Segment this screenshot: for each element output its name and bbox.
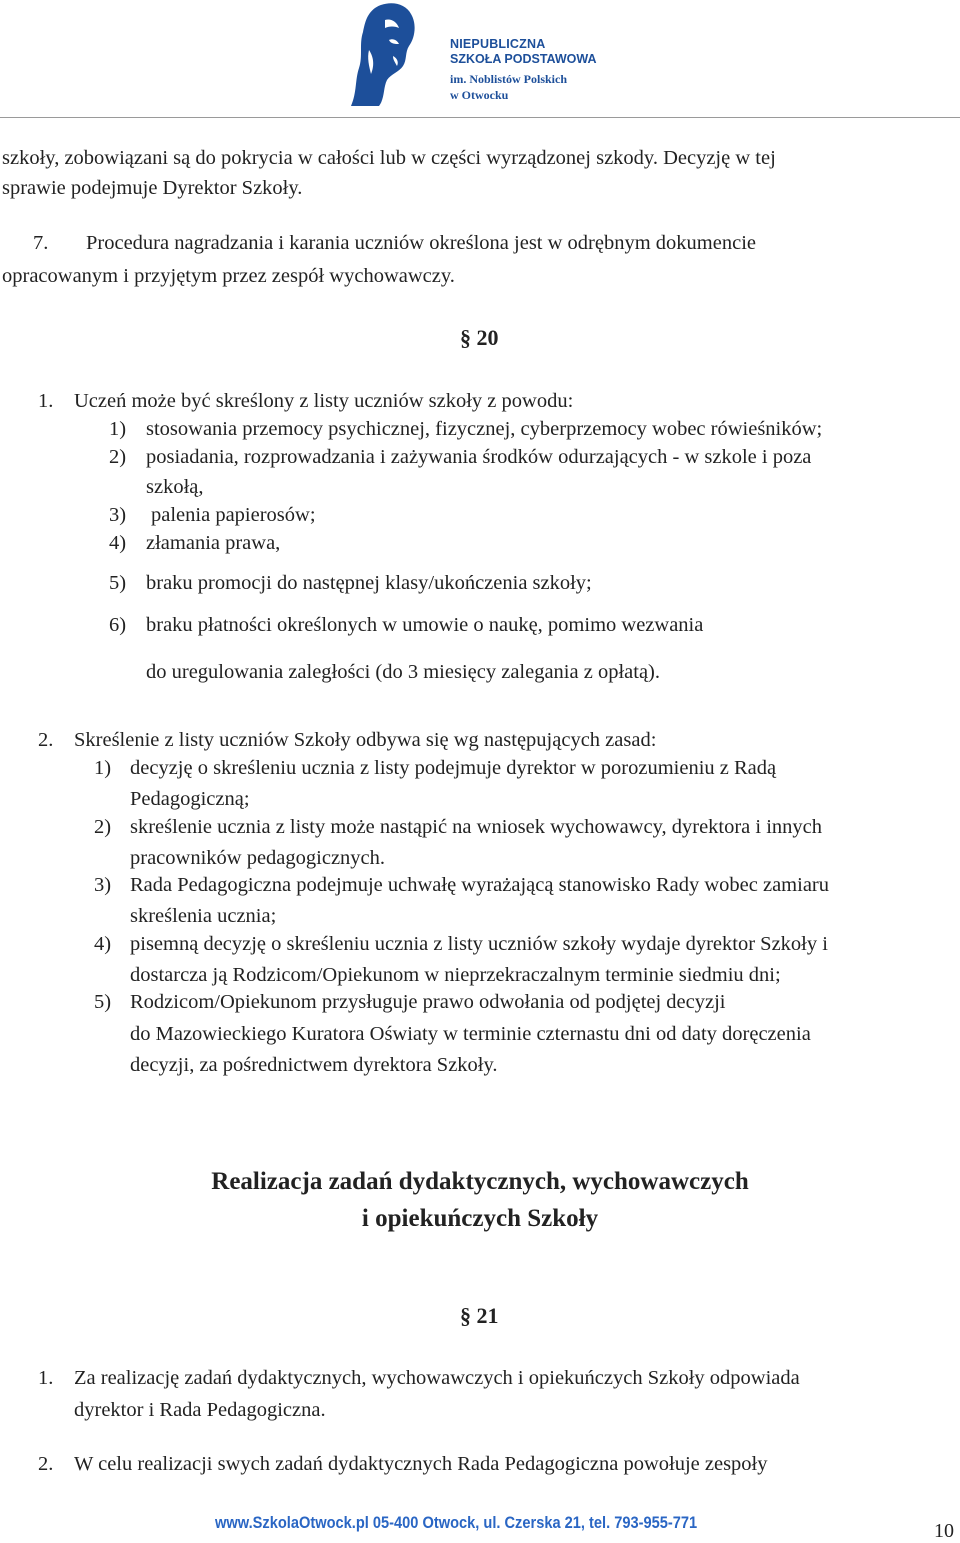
s20-p2-item-5-text-cont-2: decyzji, za pośrednictwem dyrektora Szkoły. — [130, 1054, 498, 1076]
s20-p2-item-3-number: 3) — [94, 874, 112, 896]
logo-line-4: w Otwocku — [450, 88, 509, 102]
section-number: 21 — [476, 1303, 499, 1328]
s21-p1-text: Za realizację zadań dydaktycznych, wychowawczych i opiekuńczych Szkoły odpowiada — [74, 1367, 800, 1389]
section-heading-line-2: i opiekuńczych Szkoły — [361, 1205, 599, 1232]
page-number: 10 — [934, 1520, 954, 1542]
s20-p2-item-1-number: 1) — [94, 757, 112, 779]
logo-line-1: NIEPUBLICZNA — [450, 37, 546, 51]
s20-p2-item-1-text: decyzję o skreśleniu ucznia z listy podejmuje dyrektor w porozumieniu z Radą — [130, 757, 777, 779]
s20-p2-item-4-text-cont: dostarcza ją Rodzicom/Opiekunom w nieprzekraczalnym terminie siedmiu dni; — [130, 964, 781, 986]
header-divider — [0, 117, 960, 118]
s20-p2-item-5-number: 5) — [94, 991, 112, 1013]
s20-p1-item-6-number: 6) — [109, 614, 127, 636]
s20-p2-item-3-text: Rada Pedagogiczna podejmuje uchwałę wyrażającą stanowisko Rady wobec zamiaru — [130, 874, 830, 896]
s20-p1-number: 1. — [38, 390, 54, 412]
s20-p2-item-5-text: Rodzicom/Opiekunom przysługuje prawo odwołania od podjętej decyzji — [130, 991, 726, 1013]
item-7-text: Procedura nagradzania i karania uczniów określona jest w odrębnym dokumencie — [86, 232, 756, 254]
footer-contact: www.SzkolaOtwock.pl 05-400 Otwock, ul. Czerska 21, tel. 793-955-771 — [215, 1513, 698, 1532]
s20-p1-item-3-text: palenia papierosów; — [151, 504, 316, 526]
s20-p1-item-3-number: 3) — [109, 504, 127, 526]
s21-p1-text-cont: dyrektor i Rada Pedagogiczna. — [74, 1399, 326, 1421]
section-21-heading — [460, 1303, 499, 1329]
section-20-heading — [460, 325, 499, 351]
continuation-line-1: szkoły, zobowiązani są do pokrycia w całości lub w części wyrządzonej szkody. Decyzję w tej — [2, 147, 776, 169]
section-heading-line-1: Realizacja zadań dydaktycznych, wychowawczych — [211, 1168, 749, 1195]
s20-p1-item-5-text: braku promocji do następnej klasy/ukończenia szkoły; — [146, 572, 592, 594]
s21-p1-number: 1. — [38, 1367, 54, 1389]
portrait-logo-icon — [345, 0, 455, 108]
s20-p1-item-2-text: posiadania, rozprowadzania i zażywania środków odurzających - w szkole i poza — [146, 446, 812, 468]
s20-p2-text: Skreślenie z listy uczniów Szkoły odbywa się wg następujących zasad: — [74, 729, 657, 751]
s20-p2-item-4-text: pisemną decyzję o skreśleniu ucznia z listy uczniów szkoły wydaje dyrektor Szkoły i — [130, 933, 828, 955]
paragraph-sign: § — [460, 325, 471, 350]
s20-p1-item-2-number: 2) — [109, 446, 127, 468]
s20-p1-text: Uczeń może być skreślony z listy uczniów szkoły z powodu: — [74, 390, 574, 412]
s20-p2-item-5-text-cont: do Mazowieckiego Kuratora Oświaty w terminie czternastu dni od daty doręczenia — [130, 1023, 811, 1045]
s20-p2-item-2-text-cont: pracowników pedagogicznych. — [130, 847, 386, 869]
s20-p2-item-2-text: skreślenie ucznia z listy może nastąpić na wniosek wychowawcy, dyrektora i innych — [130, 816, 823, 838]
s20-p1-item-6-text: braku płatności określonych w umowie o naukę, pomimo wezwania — [146, 614, 704, 636]
s20-p1-item-4-text: złamania prawa, — [146, 532, 281, 554]
s21-p2-text: W celu realizacji swych zadań dydaktycznych Rada Pedagogiczna powołuje zespoły — [74, 1453, 768, 1475]
section-number: 20 — [476, 325, 499, 350]
s20-p2-number: 2. — [38, 729, 54, 751]
s20-p1-item-2-text-cont: szkołą, — [146, 476, 204, 498]
s20-p1-item-1-number: 1) — [109, 418, 127, 440]
s20-p1-item-4-number: 4) — [109, 532, 127, 554]
s20-p1-item-6-text-cont: do uregulowania zaległości (do 3 miesięcy zalegania z opłatą). — [146, 661, 660, 683]
continuation-line-2: sprawie podejmuje Dyrektor Szkoły. — [2, 177, 303, 199]
s20-p2-item-2-number: 2) — [94, 816, 112, 838]
s20-p1-item-5-number: 5) — [109, 572, 127, 594]
s20-p2-item-4-number: 4) — [94, 933, 112, 955]
item-7-number: 7. — [33, 232, 49, 254]
paragraph-sign: § — [460, 1303, 471, 1328]
s20-p2-item-3-text-cont: skreślenia ucznia; — [130, 905, 277, 927]
school-logo — [345, 0, 605, 108]
s21-p2-number: 2. — [38, 1453, 54, 1475]
s20-p1-item-1-text: stosowania przemocy psychicznej, fizycznej, cyberprzemocy wobec rówieśników; — [146, 418, 823, 440]
logo-line-3: im. Noblistów Polskich — [450, 72, 568, 86]
s20-p2-item-1-text-cont: Pedagogiczną; — [130, 788, 250, 810]
logo-line-2: SZKOŁA PODSTAWOWA — [450, 52, 597, 66]
item-7-text-cont: opracowanym i przyjętym przez zespół wychowawczy. — [2, 265, 455, 287]
